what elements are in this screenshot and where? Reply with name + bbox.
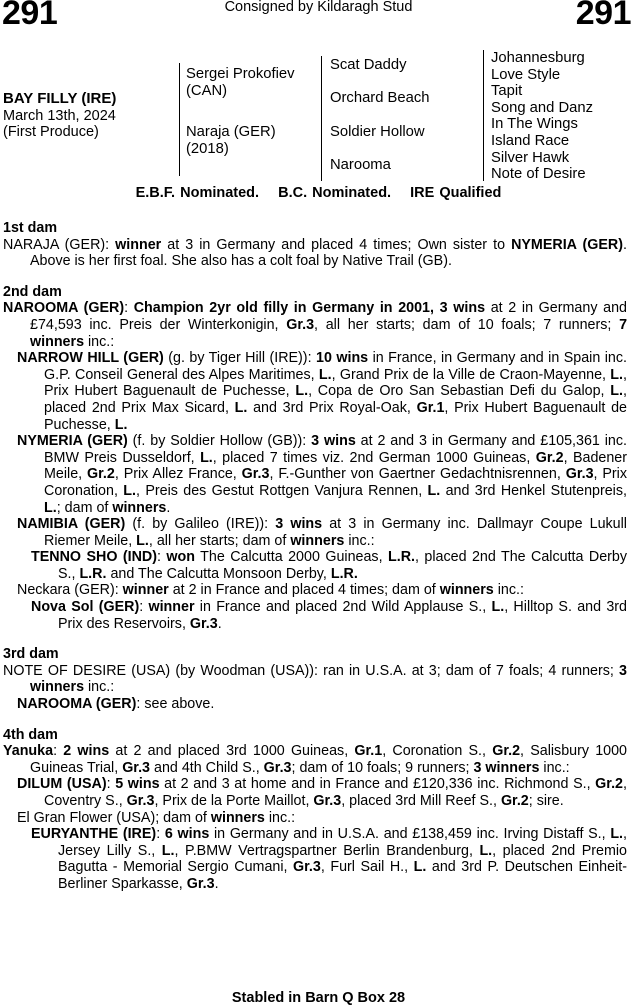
text: at 2 and 3 at home and in France and £120,336 inc. Richmond S.,	[159, 776, 596, 793]
pedigree-dam-sire: Soldier Hollow	[330, 124, 425, 140]
bold-text: NYMERIA (GER)	[17, 433, 128, 450]
text: , Copa de Oro San Sebastian Defi du Galop,	[308, 383, 611, 400]
bold-text: L.	[234, 399, 248, 416]
section-title: 2nd dam	[3, 283, 62, 300]
bold-text: Gr.3	[313, 793, 342, 809]
text: , Prix de la Porte Maillot,	[154, 793, 314, 809]
text: :	[124, 300, 134, 317]
bold-text: Gr.1	[354, 743, 383, 760]
bold-text: Gr.3	[241, 466, 270, 483]
bold-text: NARROW HILL (GER)	[17, 350, 164, 367]
bold-text: Gr.3	[565, 466, 594, 483]
text: :	[53, 743, 64, 760]
bold-text: L.	[123, 482, 136, 499]
pedigree-entry	[3, 350, 627, 433]
bold-text: Gr.3	[189, 615, 218, 632]
catalogue-body	[3, 220, 627, 893]
text: Neckara (GER):	[17, 582, 123, 599]
horse-name: BAY FILLY (IRE)	[3, 90, 117, 107]
text: and The Calcutta Monsoon Derby,	[106, 565, 331, 582]
bold-text: Gr.3	[186, 875, 215, 892]
bold-text: 3 wins	[311, 433, 356, 450]
bold-text: L.	[318, 366, 332, 383]
bold-text: 10 wins	[316, 350, 369, 367]
pedigree-entry	[3, 599, 627, 632]
text: , Coventry S.,	[44, 776, 627, 809]
bold-text: NYMERIA (GER)	[511, 236, 624, 253]
bold-text: 2 wins	[63, 743, 110, 760]
text: , Furl Sail H.,	[320, 859, 414, 876]
text: ; dam of 10 foals; 9 runners;	[291, 759, 474, 776]
bold-text: L.	[161, 842, 175, 859]
text: at 2 in France and placed 4 times; dam of	[168, 582, 440, 599]
section-title: 3rd dam	[3, 646, 59, 663]
pedigree-sire: Sergei Prokofiev (CAN)	[186, 66, 295, 99]
pedigree-entry	[3, 776, 627, 809]
text: in France, in Germany and in Spain inc. G.P. Conseil General des Alpes Maritimes,	[44, 350, 627, 383]
bold-text: 7 winners	[30, 316, 628, 350]
pedigree-divider-2	[321, 56, 322, 181]
pedigree-divider-3	[483, 50, 484, 181]
section-title: 4th dam	[3, 726, 58, 743]
text: ; sire.	[528, 793, 564, 809]
bold-text: winner	[122, 582, 169, 599]
pedigree-dam-dam: Narooma	[330, 157, 391, 173]
bold-text: Yanuka	[3, 743, 54, 760]
stabling-info: Stabled in Barn Q Box 28	[231, 990, 406, 1006]
pedigree-sire-dam: Orchard Beach	[330, 90, 430, 106]
text: at 3 in Germany and placed 4 times; Own sister to	[161, 236, 512, 253]
bold-text: 3 wins	[275, 516, 323, 533]
text: and 3rd P. Deutschen Einheit-Berliner Sparkasse,	[58, 859, 627, 892]
text: at 3 in Germany inc. Dallmayr Coupe Lukull Riemer Meile,	[44, 516, 627, 549]
bold-text: 6 wins	[164, 826, 210, 843]
pedigree-sire-sire: Scat Daddy	[330, 57, 407, 73]
text: , Preis des Gestut Rottgen Vanjura Rennen,	[136, 482, 428, 499]
consignor: Consigned by Kildaragh Stud	[224, 0, 413, 15]
bold-text: L.R.	[387, 549, 415, 566]
text: El Gran Flower (USA); dam of	[17, 809, 211, 826]
bold-text: won	[166, 549, 196, 566]
text: , placed 2nd The Calcutta Derby S.,	[58, 549, 628, 582]
text: inc.:	[344, 532, 375, 549]
ire-qualified: IRE Qualified	[410, 185, 502, 201]
pedigree-entry	[3, 663, 627, 696]
text: , Coronation S.,	[382, 743, 493, 760]
text: and 4th Child S.,	[150, 759, 264, 776]
bold-text: NAROOMA (GER)	[3, 300, 125, 317]
pedigree-entry	[3, 516, 627, 549]
pedigree-entry	[3, 810, 627, 827]
lot-number-right: 291	[575, 0, 631, 32]
text: at 2 and 3 in Germany and £105,361 inc. BMW Preis Dusseldorf,	[44, 433, 627, 466]
text: , Prix Hubert Baguenault de Puchesse,	[44, 399, 627, 433]
text: .	[166, 499, 171, 516]
bold-text: Gr.2	[595, 776, 623, 793]
bold-text: Gr.3	[286, 316, 315, 333]
bold-text: EURYANTHE (IRE)	[31, 826, 157, 843]
pedigree-entry	[3, 582, 627, 599]
bc-nominated: B.C. Nominated.	[278, 185, 392, 201]
text: inc.:	[493, 582, 524, 599]
text: , all her starts; dam of	[148, 532, 291, 549]
bold-text: 3 winners	[473, 759, 540, 776]
bold-text: 3 winners	[30, 662, 627, 696]
text: in France and placed 2nd Wild Applause S.,	[194, 599, 492, 616]
pedigree-entry	[3, 237, 627, 270]
bold-text: L.R.	[79, 565, 107, 582]
foaling-date: March 13th, 2024	[3, 108, 116, 124]
bold-text: L.	[200, 449, 213, 466]
bold-text: Gr.2	[87, 466, 115, 483]
bold-text: L.	[610, 383, 623, 400]
text: , placed 2nd Prix Max Sicard,	[44, 383, 627, 416]
bold-text: winners	[290, 532, 345, 549]
bold-text: winner	[115, 236, 162, 253]
bold-text: Gr.2	[500, 793, 529, 809]
text: and 3rd Henkel Stutenpreis,	[440, 482, 627, 499]
text: , placed 3rd Mill Reef S.,	[341, 793, 501, 809]
text: :	[139, 599, 149, 616]
text: : see above.	[136, 696, 215, 713]
text: at 2 in Germany and £74,593 inc. Preis der Winterkonigin,	[30, 300, 627, 333]
pedigree-divider-1	[179, 63, 180, 176]
text: inc.:	[264, 809, 296, 826]
text: :	[106, 776, 116, 793]
bold-text: L.	[610, 826, 624, 843]
pedigree-entry	[3, 826, 627, 892]
bold-text: Nova Sol (GER)	[31, 599, 140, 616]
section-title: 1st dam	[3, 220, 58, 236]
pedigree-entry	[3, 300, 627, 350]
text: (g. by Tiger Hill (IRE)):	[163, 350, 316, 367]
bold-text: Gr.3	[293, 859, 321, 876]
bold-text: Gr.2	[535, 449, 564, 466]
text: :	[157, 549, 167, 566]
bold-text: 5 wins	[115, 776, 160, 793]
pedigree-entry	[3, 549, 627, 582]
text: , placed 2nd Premio Bagutta - Memorial Sergio Cumani,	[58, 842, 627, 876]
nominations	[0, 185, 637, 201]
pedigree-dam: Naraja (GER) (2018)	[186, 124, 276, 157]
bold-text: L.	[114, 416, 128, 433]
lot-number-left: 291	[2, 0, 58, 32]
text: , all her starts; dam of 10 foals; 7 runners;	[314, 316, 620, 333]
text: , placed 7 times viz. 2nd German 1000 Guineas,	[212, 449, 536, 466]
bold-text: L.	[44, 499, 57, 516]
text: NARAJA (GER):	[3, 236, 116, 253]
ebf-nominated: E.B.F. Nominated.	[135, 185, 260, 201]
bold-text: winners	[112, 499, 167, 516]
bold-text: L.	[427, 482, 441, 499]
bold-text: L.	[413, 859, 427, 876]
pedigree-entry	[3, 696, 627, 713]
text: . Above is her first foal. She also has a colt foal by Native Trail (GB).	[30, 236, 627, 270]
bold-text: Gr.3	[122, 759, 151, 776]
text: , Jersey Lilly S.,	[58, 826, 628, 859]
bold-text: NAROOMA (GER)	[17, 696, 137, 713]
text: , Salisbury 1000 Guineas Trial,	[30, 743, 628, 776]
bold-text: Champion 2yr old filly in Germany in 2001, 3 wins	[133, 300, 486, 317]
bold-text: TENNO SHO (IND)	[31, 549, 158, 566]
produce-note: (First Produce)	[3, 124, 99, 140]
text: , Grand Prix de la Ville de Craon-Mayenne,	[331, 366, 611, 383]
text: inc.:	[84, 333, 115, 350]
bold-text: winners	[210, 809, 265, 826]
text: at 2 and placed 3rd 1000 Guineas,	[109, 743, 355, 760]
bold-text: DILUM (USA)	[17, 776, 107, 793]
text: , Prix Coronation,	[44, 466, 628, 499]
text: , Prix Allez France,	[114, 466, 242, 483]
pedigree-entry	[3, 743, 627, 776]
text: .	[214, 875, 219, 892]
bold-text: L.	[491, 599, 505, 616]
text: NOTE OF DESIRE (USA) (by Woodman (USA)): ran in U.S.A. at 3; dam of 7 foals; 4 runners;	[3, 662, 620, 679]
text: , F.-Gunther von Gaertner Gedachtnisrennen,	[269, 466, 566, 483]
text: ; dam of	[56, 499, 113, 516]
bold-text: NAMIBIA (GER)	[17, 516, 126, 533]
text: , Badener Meile,	[44, 449, 628, 483]
bold-text: Gr.1	[416, 399, 445, 416]
text: inc.:	[539, 759, 570, 776]
text: and 3rd Prix Royal-Oak,	[247, 399, 417, 416]
text: (f. by Soldier Hollow (GB)):	[127, 433, 312, 450]
bold-text: Gr.3	[263, 759, 292, 776]
text: (f. by Galileo (IRE)):	[125, 516, 276, 533]
text: :	[156, 826, 165, 843]
text: , Hilltop S. and 3rd Prix des Reservoirs,	[58, 599, 627, 632]
pedigree-entry	[3, 433, 627, 516]
bold-text: L.	[479, 842, 493, 859]
text: inc.:	[84, 679, 115, 696]
text: , P.BMW Vertragspartner Berlin Brandenburg,	[174, 842, 480, 859]
text: The Calcutta 2000 Guineas,	[195, 549, 388, 566]
text: in Germany and in U.S.A. and £138,459 inc. Irving Distaff S.,	[209, 826, 611, 843]
pedigree-fourth-gen: Johannesburg Love Style Tapit Song and Danz In The Wings Island Race Silver Hawk Note of Desire	[491, 50, 594, 183]
bold-text: Gr.2	[492, 743, 521, 760]
text: .	[217, 615, 222, 632]
bold-text: L.	[295, 383, 309, 400]
text: , Prix Hubert Baguenault de Puchesse,	[44, 366, 627, 400]
bold-text: L.R.	[330, 565, 358, 582]
bold-text: L.	[136, 532, 149, 549]
bold-text: winners	[439, 582, 494, 599]
bold-text: L.	[610, 366, 624, 383]
bold-text: winner	[148, 599, 195, 616]
bold-text: Gr.3	[126, 793, 155, 809]
